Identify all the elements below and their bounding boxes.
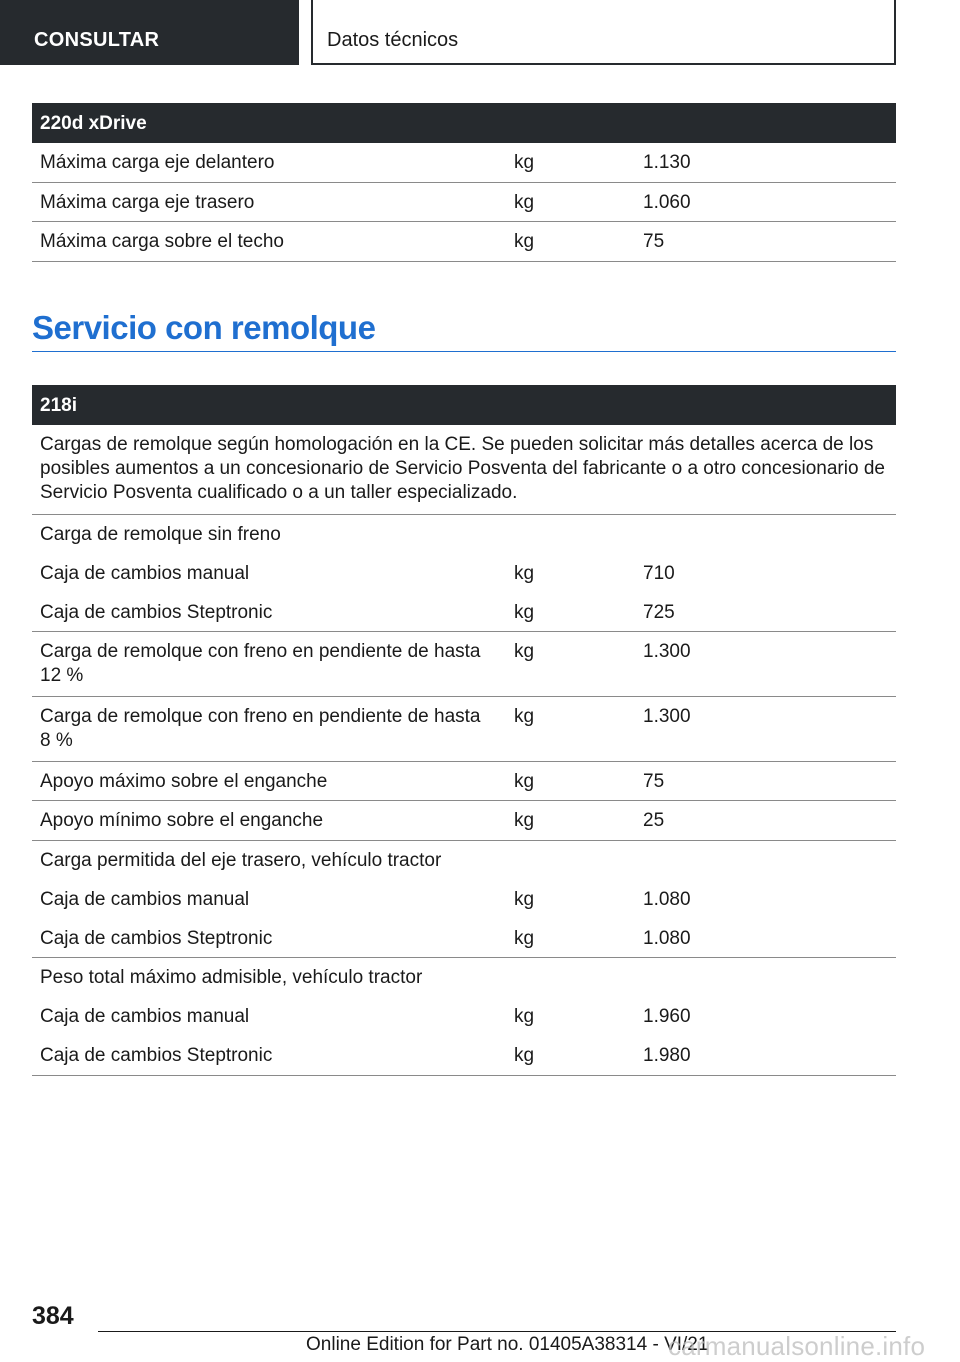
- row-unit: kg: [514, 231, 535, 252]
- row-unit: kg: [514, 889, 535, 910]
- header-section-tab[interactable]: [0, 0, 299, 65]
- row-value: 1.960: [643, 1006, 691, 1027]
- table-intro-row: [32, 425, 896, 515]
- table-row: [32, 515, 896, 554]
- page-number: 384: [32, 1302, 74, 1330]
- header-section-label: CONSULTAR: [34, 29, 160, 51]
- table-row: [32, 143, 896, 183]
- row-value: 1.060: [643, 192, 691, 213]
- row-value: 75: [643, 771, 665, 792]
- row-label: Carga de remolque sin freno: [40, 524, 281, 545]
- table-title: 220d xDrive: [32, 103, 896, 143]
- row-value: 1.130: [643, 152, 691, 173]
- row-value: 725: [643, 602, 675, 623]
- row-value: 1.980: [643, 1045, 691, 1066]
- row-value: 1.300: [643, 641, 691, 662]
- table-row: [32, 841, 896, 880]
- row-label: Caja de cambios manual: [40, 1006, 250, 1027]
- row-unit: kg: [514, 1006, 535, 1027]
- row-label: Máxima carga eje delantero: [40, 152, 275, 173]
- row-value: 1.080: [643, 889, 691, 910]
- table-row: [32, 801, 896, 841]
- row-label: Apoyo mínimo sobre el enganche: [40, 810, 324, 831]
- row-unit: kg: [514, 152, 535, 173]
- table-intro-text: Cargas de remolque según homologación en la CE. Se pueden solicitar más detalles acerca de los posibles aumentos a un concesionario de Servicio Posventa del fabricante o a otro concesionario de Servicio Posventa cualificado o a un taller especializado.: [40, 434, 885, 503]
- row-label: Caja de cambios Steptronic: [40, 1045, 273, 1066]
- table-row: [32, 593, 896, 632]
- row-unit: kg: [514, 192, 535, 213]
- row-unit: kg: [514, 771, 535, 792]
- table-row: [32, 697, 896, 762]
- row-label: Carga de remolque con freno en pendiente de hasta 12 %: [40, 641, 481, 686]
- footer-edition: Online Edition for Part no. 01405A38314 - VI/21: [306, 1334, 709, 1355]
- row-label: Caja de cambios Steptronic: [40, 928, 273, 949]
- row-label: Peso total máximo admisible, vehículo tractor: [40, 967, 423, 988]
- table-row: [32, 762, 896, 801]
- table-row: [32, 554, 896, 593]
- row-label: Carga permitida del eje trasero, vehículo tractor: [40, 850, 442, 871]
- row-unit: kg: [514, 602, 535, 623]
- table-row: [32, 958, 896, 997]
- row-label: Caja de cambios manual: [40, 563, 250, 584]
- row-label: Máxima carga eje trasero: [40, 192, 255, 213]
- row-value: 1.080: [643, 928, 691, 949]
- row-unit: kg: [514, 706, 535, 727]
- row-label: Carga de remolque con freno en pendiente de hasta 8 %: [40, 706, 481, 751]
- row-label: Caja de cambios Steptronic: [40, 602, 273, 623]
- row-unit: kg: [514, 641, 535, 662]
- table-row: [32, 997, 896, 1036]
- row-unit: kg: [514, 1045, 535, 1066]
- section-title: Servicio con remolque: [32, 309, 376, 346]
- table-row: [32, 183, 896, 222]
- row-value: 710: [643, 563, 675, 584]
- row-unit: kg: [514, 928, 535, 949]
- table-row: [32, 632, 896, 697]
- row-label: Apoyo máximo sobre el enganche: [40, 771, 328, 792]
- table-row: [32, 1036, 896, 1076]
- header-chapter-tab[interactable]: [311, 0, 896, 65]
- table-row: [32, 880, 896, 919]
- table-220d-xdrive: [32, 103, 896, 262]
- header-chapter-label: Datos técnicos: [327, 29, 459, 51]
- row-unit: kg: [514, 563, 535, 584]
- row-value: 75: [643, 231, 665, 252]
- row-unit: kg: [514, 810, 535, 831]
- section-divider: [32, 351, 896, 352]
- row-label: Caja de cambios manual: [40, 889, 250, 910]
- table-row: [32, 919, 896, 958]
- row-label: Máxima carga sobre el techo: [40, 231, 284, 252]
- row-value: 25: [643, 810, 665, 831]
- row-value: 1.300: [643, 706, 691, 727]
- table-title: 218i: [32, 385, 896, 425]
- table-row: [32, 222, 896, 262]
- table-218i: [32, 385, 896, 1076]
- watermark: carmanualsonline.info: [668, 1331, 926, 1361]
